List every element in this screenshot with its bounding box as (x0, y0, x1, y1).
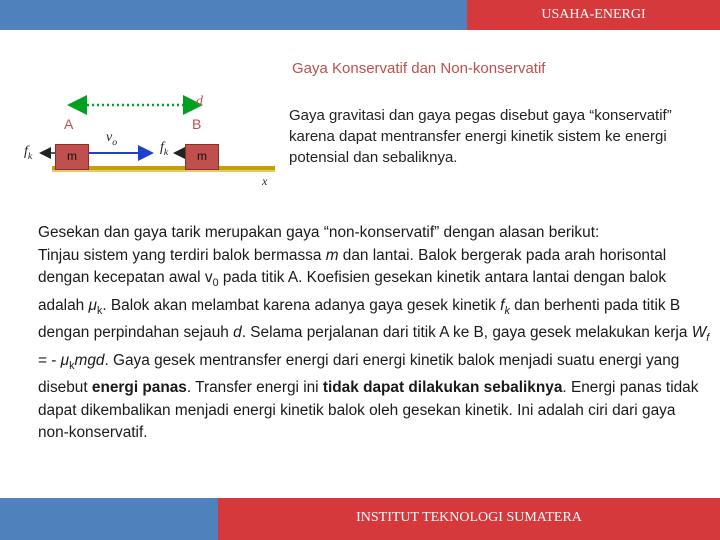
point-b-label: B (192, 116, 202, 132)
block-at-a (55, 144, 89, 170)
mass-label-a: m (67, 149, 77, 163)
header-title: USAHA-ENERGI (467, 0, 720, 30)
footer-bar-left (0, 498, 218, 540)
friction-label-right: $f_k$ (160, 140, 169, 158)
distance-label: d (196, 94, 203, 109)
axis-label: x (262, 174, 268, 188)
main-body (38, 222, 710, 445)
intro-paragraph: Gaya gravitasi dan gaya pegas disebut gaya “konservatif” karena dapat mentransfer energi kinetik sistem ke energi potensial dan sebaliknya. (289, 107, 672, 166)
point-a-label: A (64, 116, 74, 132)
block-at-b (185, 144, 219, 170)
slide-subtitle: Gaya Konservatif dan Non-konservatif (292, 60, 546, 77)
velocity-label: $v_o$ (106, 130, 118, 148)
block-friction-diagram (0, 90, 285, 200)
header-bar-left (0, 0, 467, 30)
bold-tidak-dapat: tidak dapat dilakukan sebaliknya (322, 379, 563, 397)
footer-title: INSTITUT TEKNOLOGI SUMATERA (218, 498, 720, 540)
friction-label-left: $f_k$ (24, 144, 33, 162)
body-paragraph-2: Tinjau sistem yang terdiri balok bermassa m dan lantai. Balok bergerak pada arah horisontal dengan kecepatan awal $v_0$ pada titik A. Koefisien gesekan kinetik antara lantai dengan balok adalah $\mu_k$. Balok akan melambat karena adanya gaya gesek kinetik $f_k$ dan berhenti pada titik B dengan perpindahan sejauh d. Selama perjalanan dari titik A ke B, gaya gesek melakukan kerja $W_f$ = - $\mu_kmgd$. Gaya gesek mentransfer energi dari energi kinetik balok menjadi suatu energi yang disebut energi panas. Transfer energi ini tidak dapat dilakukan sebaliknya. Energi panas tidak dapat dikembalikan menjadi energi kinetik balok oleh gesekan kinetik. Ini adalah ciri dari gaya non-konservatif. (38, 246, 710, 442)
bold-energi-panas: energi panas (91, 379, 187, 397)
body-paragraph-1: Gesekan dan gaya tarik merupakan gaya “non-konservatif” dengan alasan berikut: (38, 224, 600, 241)
diagram-svg (0, 90, 285, 200)
mass-label-b: m (197, 149, 207, 163)
